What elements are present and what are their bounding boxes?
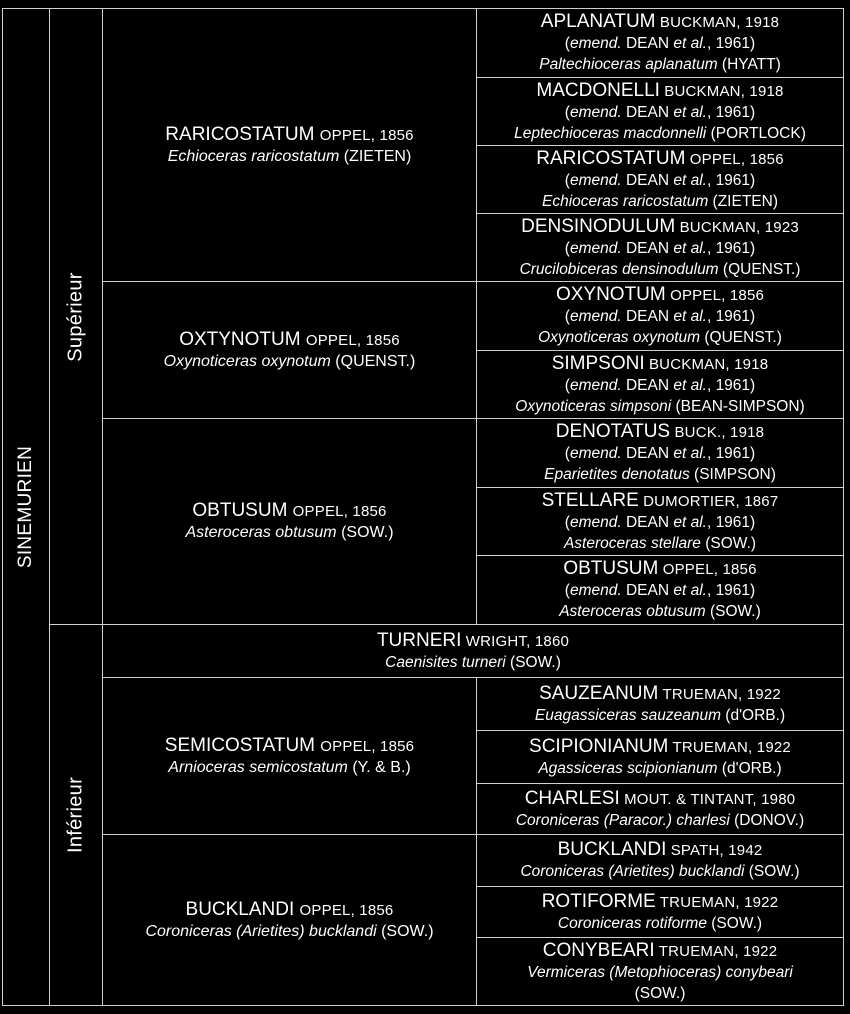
subzone-stellare: STELLARE DUMORTIER, 1867 (emend. DEAN et al., 1961) Asteroceras stellare (SOW.) xyxy=(476,487,844,556)
zone-oxtynotum: OXTYNOTUM OPPEL, 1856 Oxynoticeras oxynotum (QUENST.) xyxy=(102,281,477,419)
substage-lower-label: Inférieur xyxy=(64,776,87,854)
zone-turneri: TURNERI WRIGHT, 1860 Caenisites turneri (SOW.) xyxy=(102,624,844,678)
subzone-denotatus: DENOTATUS BUCK., 1918 (emend. DEAN et al., 1961) Eparietites denotatus (SIMPSON) xyxy=(476,418,844,488)
substage-upper-cell xyxy=(49,8,103,625)
subzone-charlesi: CHARLESI MOUT. & TINTANT, 1980 Coroniceras (Paracor.) charlesi (DONOV.) xyxy=(476,783,844,835)
subzone-sauzeanum: SAUZEANUM TRUEMAN, 1922 Euagassiceras sauzeanum (d'ORB.) xyxy=(476,677,844,731)
subzone-scipionianum: SCIPIONIANUM TRUEMAN, 1922 Agassiceras scipionianum (d'ORB.) xyxy=(476,730,844,784)
subzone-oxynotum: OXYNOTUM OPPEL, 1856 (emend. DEAN et al., 1961) Oxynoticeras oxynotum (QUENST.) xyxy=(476,281,844,351)
subzone-macdonelli: MACDONELLI BUCKMAN, 1918 (emend. DEAN et al., 1961) Leptechioceras macdonnelli (PORTLOCK) xyxy=(476,77,844,146)
zone-semicostatum: SEMICOSTATUM OPPEL, 1856 Arnioceras semicostatum (Y. & B.) xyxy=(102,677,477,835)
subzone-simpsoni: SIMPSONI BUCKMAN, 1918 (emend. DEAN et al., 1961) Oxynoticeras simpsoni (BEAN-SIMPSON) xyxy=(476,350,844,419)
substage-upper-label: Supérieur xyxy=(64,271,87,362)
stage-label: SINEMURIEN xyxy=(15,445,36,569)
subzone-bucklandi: BUCKLANDI SPATH, 1942 Coroniceras (Arietites) bucklandi (SOW.) xyxy=(476,834,844,887)
subzone-conybeari: CONYBEARI TRUEMAN, 1922 Vermiceras (Metophioceras) conybeari (SOW.) xyxy=(476,937,844,1006)
subzone-aplanatum: APLANATUM BUCKMAN, 1918 (emend. DEAN et al., 1961) Paltechioceras aplanatum (HYATT) xyxy=(476,8,844,78)
zone-raricostatum xyxy=(102,8,477,282)
zone-obtusum: OBTUSUM OPPEL, 1856 Asteroceras obtusum (SOW.) xyxy=(102,418,477,625)
subzone-raricostatum: RARICOSTATUM OPPEL, 1856 (emend. DEAN et al., 1961) Echioceras raricostatum (ZIETEN) xyxy=(476,145,844,214)
zone-species: Echioceras raricostatum (ZIETEN) xyxy=(167,147,412,165)
subzone-rotiforme: ROTIFORME TRUEMAN, 1922 Coroniceras rotiforme (SOW.) xyxy=(476,886,844,938)
substage-lower-cell xyxy=(49,624,103,1006)
zone-bucklandi: BUCKLANDI OPPEL, 1856 Coroniceras (Arietites) bucklandi (SOW.) xyxy=(102,834,477,1006)
stage-cell xyxy=(2,8,50,1006)
zone-name: RARICOSTATUM OPPEL, 1856 xyxy=(165,123,414,145)
subzone-densinodulum: DENSINODULUM BUCKMAN, 1923 (emend. DEAN et al., 1961) Crucilobiceras densinodulum (QUENST.) xyxy=(476,213,844,282)
subzone-obtusum: OBTUSUM OPPEL, 1856 (emend. DEAN et al., 1961) Asteroceras obtusum (SOW.) xyxy=(476,555,844,625)
